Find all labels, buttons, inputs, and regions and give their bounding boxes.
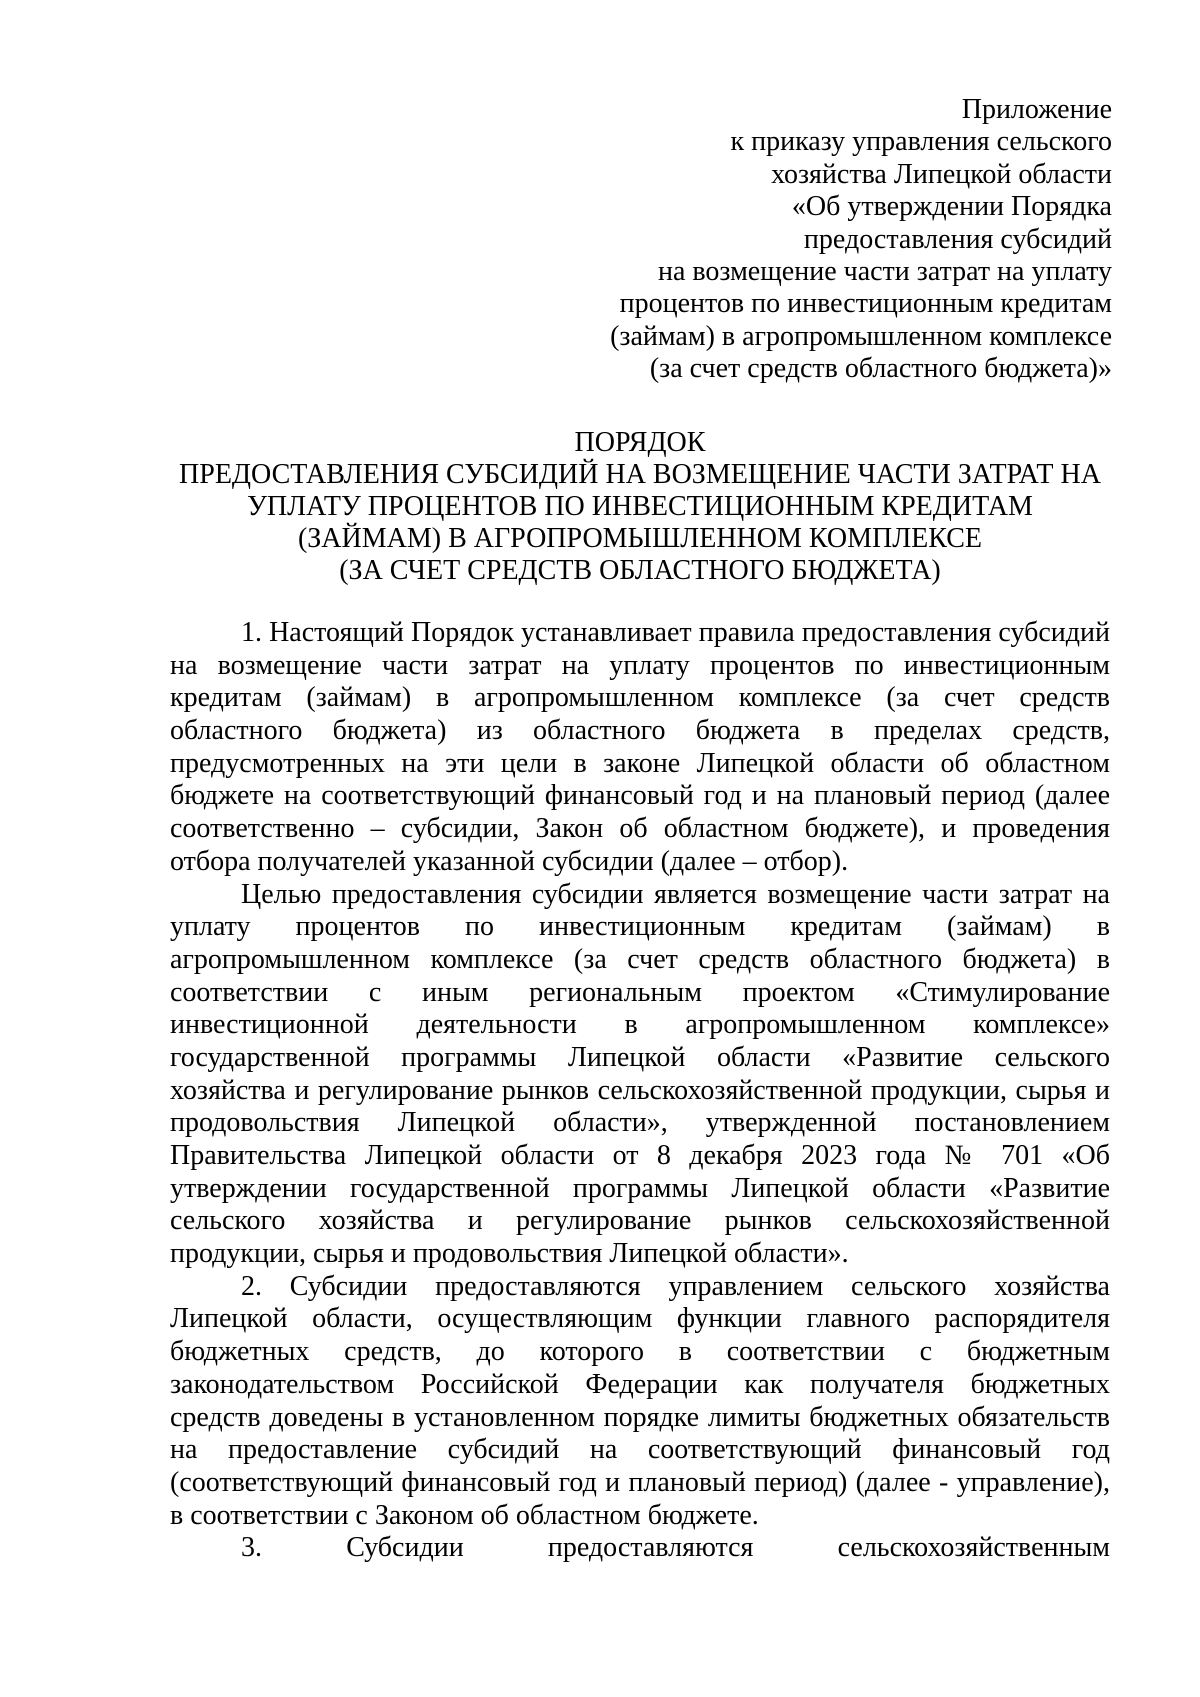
appendix-line: хозяйства Липецкой области — [771, 158, 1112, 190]
paragraph-line: бюджетных средств, до которого в соответствии с бюджетным — [170, 1336, 1110, 1368]
paragraph-line: Правительства Липецкой области от 8 декабря 2023 года № 701 «Об — [170, 1140, 1110, 1171]
paragraph — [170, 879, 1110, 1271]
appendix-line: процентов по инвестиционным кредитам — [619, 288, 1112, 320]
paragraph-line: в соответствии с Законом об областном бюджете. — [170, 1499, 759, 1531]
title-line: (ЗАЙМАМ) В АГРОПРОМЫШЛЕННОМ КОМПЛЕКСЕ — [297, 523, 983, 554]
paragraph-line: продовольствия Липецкой области», утвержденной постановлением — [170, 1107, 1110, 1139]
paragraph-line: 2. Субсидии предоставляются управлением сельского хозяйства — [241, 1270, 1110, 1302]
paragraph-line: соответствии с иным региональным проектом «Стимулирование — [170, 976, 1110, 1008]
paragraph-line: 3. Субсидии предоставляются сельскохозяйственным — [241, 1532, 1110, 1564]
document-title — [170, 427, 1110, 587]
appendix-line: на возмещение части затрат на уплату — [657, 256, 1112, 288]
paragraph-line: средств доведены в установленном порядке лимиты бюджетных обязательств — [170, 1401, 1110, 1433]
title-line: УПЛАТУ ПРОЦЕНТОВ ПО ИНВЕСТИЦИОННЫМ КРЕДИТАМ — [247, 491, 1033, 522]
paragraph-line: бюджете на соответствующий финансовый год и на плановый период (далее — [170, 780, 1110, 812]
appendix-line: предоставления субсидий — [803, 223, 1112, 255]
paragraph-line: инвестиционной деятельности в агропромышленном комплексе» — [170, 1009, 1110, 1041]
paragraph-line: утверждении государственной программы Липецкой области «Развитие — [170, 1172, 1110, 1204]
title-heading: ПОРЯДОК — [574, 427, 706, 458]
paragraph — [170, 1271, 1110, 1533]
appendix-line: «Об утверждении Порядка — [791, 191, 1112, 223]
paragraph-line: соответственно – субсидии, Закон об областном бюджете), и проведения — [170, 813, 1110, 845]
appendix-line: (за счет средств областного бюджета)» — [649, 353, 1112, 385]
paragraph-line: 1. Настоящий Порядок устанавливает правила предоставления субсидий — [241, 617, 1110, 648]
appendix-line: Приложение — [961, 94, 1112, 125]
paragraph-line: государственной программы Липецкой области «Развитие сельского — [170, 1041, 1110, 1073]
document-body — [170, 617, 1110, 1565]
title-line: ПРЕДОСТАВЛЕНИЯ СУБСИДИЙ НА ВОЗМЕЩЕНИЕ ЧАСТИ ЗАТРАТ НА — [179, 459, 1101, 490]
appendix-line: (займам) в агропромышленном комплексе — [610, 320, 1112, 352]
paragraph-line: продукции, сырья и продовольствия Липецкой области». — [170, 1238, 849, 1270]
paragraph-line: областного бюджета) из областного бюджета в пределах средств, — [170, 715, 1110, 747]
paragraph-line: кредитам (займам) в агропромышленном комплексе (за счет средств — [170, 682, 1110, 714]
paragraph — [170, 1532, 1110, 1565]
paragraph — [170, 617, 1110, 879]
paragraph-line: отбора получателей указанной субсидии (далее – отбор). — [170, 845, 849, 877]
paragraph-line: предусмотренных на эти цели в законе Липецкой области об областном — [170, 747, 1110, 779]
paragraph-line: агропромышленном комплексе (за счет средств областного бюджета) в — [170, 943, 1110, 975]
paragraph-line: хозяйства и регулирование рынков сельскохозяйственной продукции, сырья и — [170, 1074, 1110, 1106]
paragraph-line: Липецкой области, осуществляющим функции главного распорядителя — [170, 1303, 1110, 1335]
paragraph-line: на возмещение части затрат на уплату процентов по инвестиционным — [170, 649, 1110, 681]
paragraph-line: Целью предоставления субсидии является возмещение части затрат на — [241, 878, 1110, 910]
appendix-header — [552, 94, 1112, 386]
paragraph-line: уплату процентов по инвестиционным кредитам (займам) в — [170, 911, 1110, 943]
paragraph-line: на предоставление субсидий на соответствующий финансовый год — [170, 1434, 1110, 1466]
paragraph-line: (соответствующий финансовый год и плановый период) (далее - управление), — [170, 1466, 1110, 1498]
paragraph-line: сельского хозяйства и регулирование рынков сельскохозяйственной — [170, 1205, 1110, 1237]
appendix-line: к приказу управления сельского — [730, 126, 1112, 158]
title-line: (ЗА СЧЕТ СРЕДСТВ ОБЛАСТНОГО БЮДЖЕТА) — [339, 555, 941, 586]
paragraph-line: законодательством Российской Федерации как получателя бюджетных — [170, 1368, 1110, 1400]
